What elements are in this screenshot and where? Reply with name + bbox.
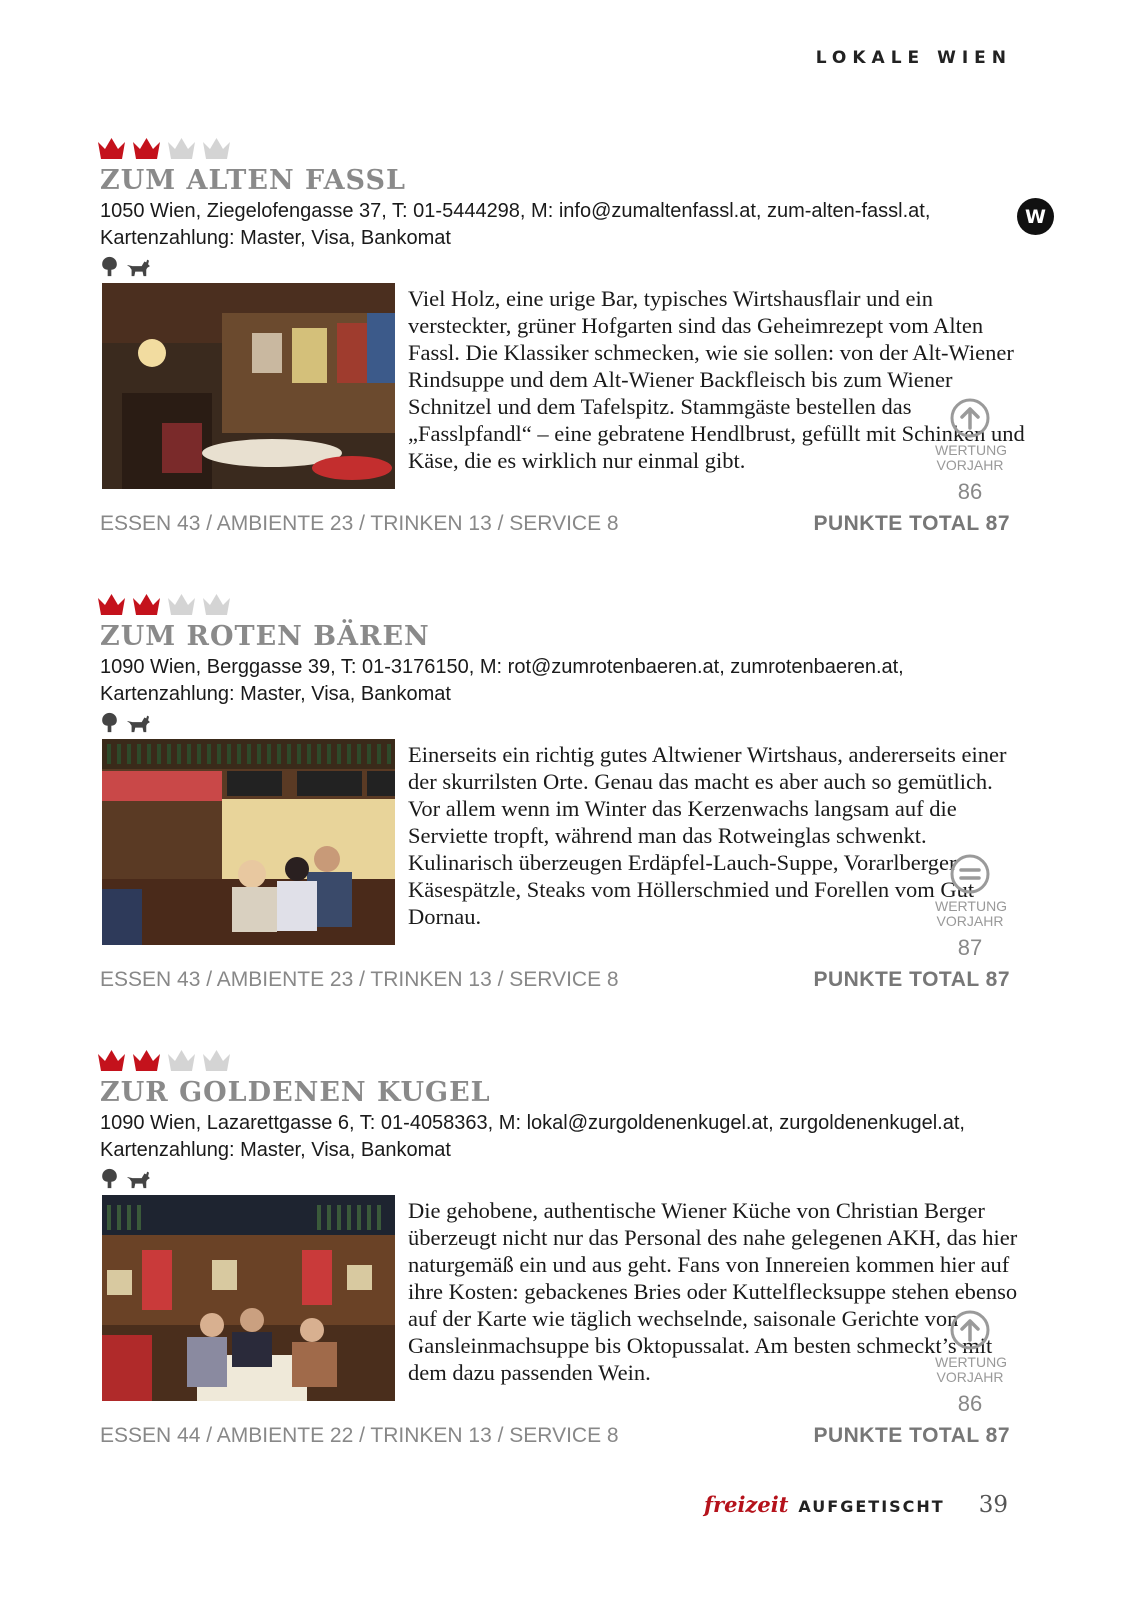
crown-icon-empty bbox=[166, 1048, 197, 1073]
crown-icon-empty bbox=[201, 592, 232, 617]
score-line bbox=[100, 1424, 1010, 1448]
magazine-name: AUFGETISCHT bbox=[798, 1497, 945, 1516]
crown-icon-filled bbox=[131, 592, 162, 617]
restaurant-address: 1090 Wien, Berggasse 39, T: 01-3176150, M: rot@zumrotenbaeren.at, zumrotenbaeren.at, Kartenzahlung: Master, Visa, Bankomat bbox=[100, 656, 904, 705]
previous-rating-label: WERTUNG bbox=[935, 1354, 1008, 1370]
previous-rating-label: VORJAHR bbox=[936, 913, 1004, 929]
crown-icon-filled bbox=[96, 1048, 127, 1073]
score-line bbox=[100, 968, 1010, 992]
section-title: LOKALE WIEN bbox=[815, 48, 1012, 68]
dog-icon bbox=[125, 1168, 151, 1190]
entry-body bbox=[100, 739, 1030, 959]
restaurant-name: ZUM ALTEN FASSL bbox=[100, 165, 406, 196]
restaurant-name: ZUR GOLDENEN KUGEL bbox=[100, 1077, 491, 1108]
page-number: 39 bbox=[978, 1492, 1008, 1518]
score-breakdown: ESSEN 43 / AMBIENTE 23 / TRINKEN 13 / SERVICE 8 bbox=[100, 512, 619, 535]
crown-icon-empty bbox=[201, 136, 232, 161]
entry-body bbox=[100, 283, 1030, 503]
previous-rating-label: WERTUNG bbox=[935, 898, 1008, 914]
restaurant-photo bbox=[102, 283, 395, 489]
tree-icon bbox=[100, 256, 119, 278]
crown-icon-filled bbox=[96, 592, 127, 617]
score-line bbox=[100, 512, 1010, 536]
previous-rating-value: 86 bbox=[957, 479, 983, 504]
arrow-up-icon bbox=[949, 1309, 991, 1351]
total-score: PUNKTE TOTAL 87 bbox=[813, 968, 1010, 991]
previous-rating-value: 87 bbox=[957, 935, 983, 960]
restaurant-address: 1090 Wien, Lazarettgasse 6, T: 01-4058363, M: lokal@zurgoldenenkugel.at, zurgoldenenkugel.at, Kartenzahlung: Master, Visa, Bankomat bbox=[100, 1112, 965, 1161]
dog-icon bbox=[125, 712, 151, 734]
crown-rating bbox=[96, 592, 1030, 620]
arrow-up-icon bbox=[949, 397, 991, 439]
amenity-icons bbox=[100, 253, 1030, 281]
score-breakdown: ESSEN 43 / AMBIENTE 23 / TRINKEN 13 / SERVICE 8 bbox=[100, 968, 619, 991]
restaurant-description: Die gehobene, authentische Wiener Küche von Christian Berger überzeugt nicht nur das Personal des nahe gelegenen AKH, das hier naturgemäß ein und aus geht. Fans von Innereien kommen hier auf ihre Kosten: gebackenes Bries oder Kuttelflecksuppe stehen ebenso auf der Karte wie täglich wechselnde, saisonale Gerichte von Gansleinmachsuppe bis Oktopussalat. Am besten schmeckt’s mit dem dazu passenden Wein. bbox=[408, 1198, 1018, 1385]
restaurant-description: Einerseits ein richtig gutes Altwiener Wirtshaus, andererseits einer der skurrilsten Orte. Genau das macht es aber auch so gemütlich. Vor allem wenn im Winter das Kerzenwachs langsam auf die Serviette tropft, während man das Rotweinglas schwenkt. Kulinarisch überzeugen Erdäpfel-Lauch-Suppe, Vorarlberger Käsespätzle, Steaks vom Höllerschmied und Forellen vom Gut Dornau. bbox=[408, 742, 1007, 929]
restaurant-name: ZUM ROTEN BÄREN bbox=[100, 621, 430, 652]
previous-rating bbox=[935, 1309, 1008, 1417]
crown-rating bbox=[96, 136, 1030, 164]
crown-icon-empty bbox=[166, 136, 197, 161]
crown-icon-filled bbox=[96, 136, 127, 161]
crown-icon-filled bbox=[131, 136, 162, 161]
amenity-icons bbox=[100, 709, 1030, 737]
entry-body bbox=[100, 1195, 1030, 1415]
crown-rating bbox=[96, 1048, 1030, 1076]
total-score: PUNKTE TOTAL 87 bbox=[813, 1424, 1010, 1447]
crown-icon-filled bbox=[131, 1048, 162, 1073]
crown-icon-empty bbox=[201, 1048, 232, 1073]
restaurant-photo bbox=[102, 1195, 395, 1401]
tree-icon bbox=[100, 1168, 119, 1190]
restaurant-entry bbox=[100, 592, 1030, 991]
score-breakdown: ESSEN 44 / AMBIENTE 22 / TRINKEN 13 / SERVICE 8 bbox=[100, 1424, 619, 1447]
previous-rating-value: 86 bbox=[957, 1391, 983, 1416]
amenity-icons bbox=[100, 1165, 1030, 1193]
restaurant-address: 1050 Wien, Ziegelofengasse 37, T: 01-5444298, M: info@zumaltenfassl.at, zum-alten-fassl.at, Kartenzahlung: Master, Visa, Bankomat bbox=[100, 200, 931, 249]
total-score: PUNKTE TOTAL 87 bbox=[813, 512, 1010, 535]
dog-icon bbox=[125, 256, 151, 278]
restaurant-photo bbox=[102, 739, 395, 945]
restaurant-entry bbox=[100, 136, 1030, 535]
page-footer bbox=[704, 1492, 1008, 1518]
previous-rating bbox=[935, 397, 1008, 505]
previous-rating-label: VORJAHR bbox=[936, 1369, 1004, 1385]
restaurant-description: Viel Holz, eine urige Bar, typisches Wirtshausflair und ein versteckter, grüner Hofgarten sind das Geheimrezept vom Alten Fassl. Die Klassiker schmecken, wie sie sollen: von der Alt-Wiener Rindsuppe und dem Alt-Wiener Backfleisch bis zum Wiener Schnitzel und dem Tafelspitz. Stammgäste bestellen das „Fasslpfandl“ – eine gebratene Hendlbrust, gefüllt mit Schinken und Käse, die es wirklich nur einmal gibt. bbox=[408, 286, 1025, 473]
w-badge: W bbox=[1017, 198, 1054, 235]
previous-rating bbox=[935, 853, 1008, 961]
tree-icon bbox=[100, 712, 119, 734]
previous-rating-label: WERTUNG bbox=[935, 442, 1008, 458]
previous-rating-label: VORJAHR bbox=[936, 457, 1004, 473]
restaurant-entry bbox=[100, 1048, 1030, 1447]
brand-logo: freizeit bbox=[704, 1492, 789, 1517]
crown-icon-empty bbox=[166, 592, 197, 617]
equals-icon bbox=[949, 853, 991, 895]
